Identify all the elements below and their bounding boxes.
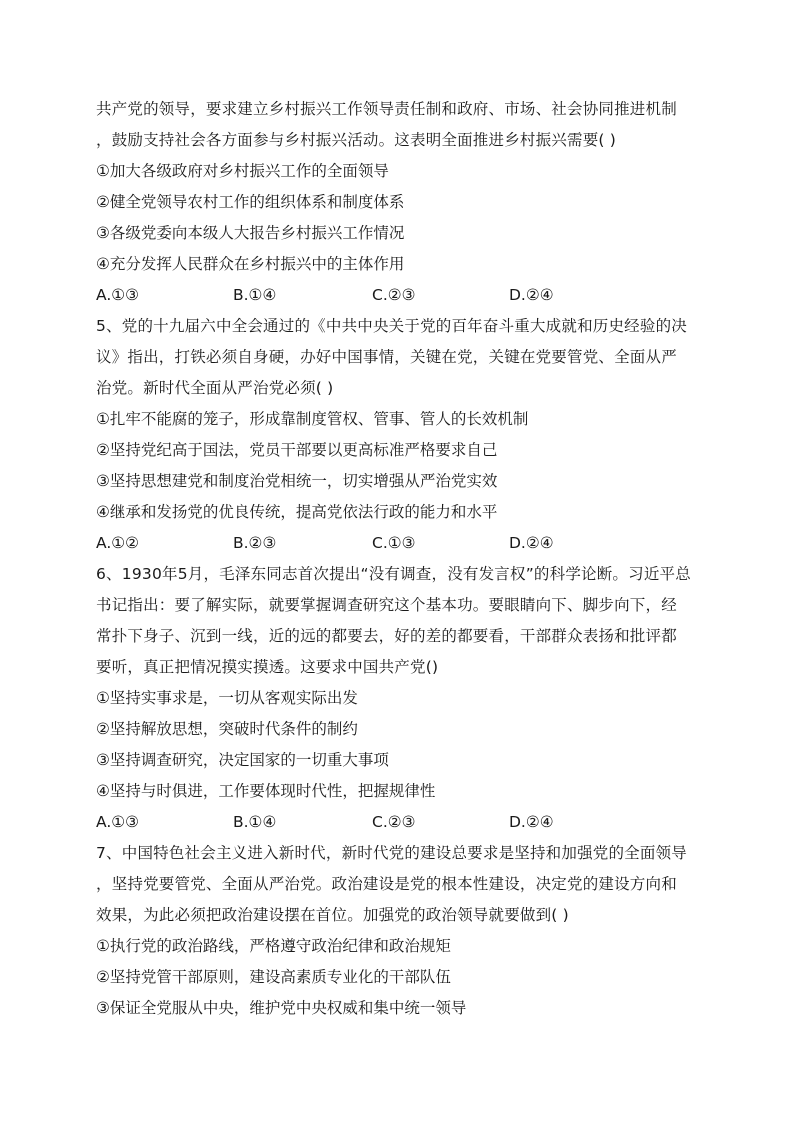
question-4-options xyxy=(96,156,702,280)
stem-line: 书记指出：要了解实际，就要掌握调查研究这个基本功。要眼睛向下、脚步向下，经 xyxy=(96,596,677,614)
option-item: ②坚持党纪高于国法，党员干部要以更高标准严格要求自己 xyxy=(96,441,498,459)
option-item: ③坚持思想建党和制度治党相统一，切实增强从严治党实效 xyxy=(96,472,498,490)
stem-line: 议》指出，打铁必须自身硬，办好中国事情，关键在党，关键在党要管党、全面从严 xyxy=(96,348,677,366)
question-7-options xyxy=(96,931,702,1024)
choice-b[interactable]: B.②③ xyxy=(233,534,277,552)
choice-d[interactable]: D.②④ xyxy=(509,286,554,304)
question-5-stem xyxy=(96,311,702,404)
option-item: ②健全党领导农村工作的组织体系和制度体系 xyxy=(96,193,405,211)
choice-a[interactable]: A.①② xyxy=(96,534,140,552)
exam-page xyxy=(96,94,702,1024)
choice-c[interactable]: C.①③ xyxy=(372,534,416,552)
stem-line: 常扑下身子、沉到一线，近的远的都要去，好的差的都要看，干部群众表扬和批评都 xyxy=(96,627,677,645)
stem-line: 6、1930年5月，毛泽东同志首次提出“没有调查，没有发言权”的科学论断。习近平总 xyxy=(96,565,691,583)
option-item: ②坚持解放思想，突破时代条件的制约 xyxy=(96,720,358,738)
option-item: ④充分发挥人民群众在乡村振兴中的主体作用 xyxy=(96,255,405,273)
stem-line: 共产党的领导，要求建立乡村振兴工作领导责任制和政府、市场、社会协同推进机制 xyxy=(96,100,677,118)
question-4-stem xyxy=(96,94,702,156)
stem-line: ，鼓励支持社会各方面参与乡村振兴活动。这表明全面推进乡村振兴需要( ) xyxy=(96,131,617,149)
choice-c[interactable]: C.②③ xyxy=(372,286,416,304)
option-item: ③各级党委向本级人大报告乡村振兴工作情况 xyxy=(96,224,405,242)
question-4-choices xyxy=(96,280,702,311)
stem-line: ，坚持党要管党、全面从严治党。政治建设是党的根本性建设，决定党的建设方向和 xyxy=(96,875,677,893)
option-item: ③保证全党服从中央，维护党中央权威和集中统一领导 xyxy=(96,999,467,1017)
stem-line: 要听，真正把情况摸实摸透。这要求中国共产党() xyxy=(96,658,439,676)
choice-a[interactable]: A.①③ xyxy=(96,286,140,304)
option-item: ④坚持与时俱进，工作要体现时代性，把握规律性 xyxy=(96,782,436,800)
option-item: ①扎牢不能腐的笼子，形成靠制度管权、管事、管人的长效机制 xyxy=(96,410,529,428)
stem-line: 治党。新时代全面从严治党必须( ) xyxy=(96,379,334,397)
choice-b[interactable]: B.①④ xyxy=(233,813,277,831)
stem-line: 7、中国特色社会主义进入新时代，新时代党的建设总要求是坚持和加强党的全面领导 xyxy=(96,844,687,862)
choice-c[interactable]: C.②③ xyxy=(372,813,416,831)
option-item: ③坚持调查研究，决定国家的一切重大事项 xyxy=(96,751,389,769)
choice-d[interactable]: D.②④ xyxy=(509,813,554,831)
question-5-choices xyxy=(96,528,702,559)
option-item: ②坚持党管干部原则，建设高素质专业化的干部队伍 xyxy=(96,968,451,986)
choice-a[interactable]: A.①③ xyxy=(96,813,140,831)
option-item: ④继承和发扬党的优良传统，提高党依法行政的能力和水平 xyxy=(96,503,498,521)
option-item: ①执行党的政治路线，严格遵守政治纪律和政治规矩 xyxy=(96,937,451,955)
stem-line: 5、党的十九届六中全会通过的《中共中央关于党的百年奋斗重大成就和历史经验的决 xyxy=(96,317,687,335)
question-6-options xyxy=(96,683,702,807)
question-6-stem xyxy=(96,559,702,683)
option-item: ①坚持实事求是，一切从客观实际出发 xyxy=(96,689,358,707)
question-5-options xyxy=(96,404,702,528)
option-item: ①加大各级政府对乡村振兴工作的全面领导 xyxy=(96,162,389,180)
question-6-choices xyxy=(96,807,702,838)
question-7-stem xyxy=(96,838,702,931)
choice-d[interactable]: D.②④ xyxy=(509,534,554,552)
choice-b[interactable]: B.①④ xyxy=(233,286,277,304)
stem-line: 效果，为此必须把政治建设摆在首位。加强党的政治领导就要做到( ) xyxy=(96,906,569,924)
